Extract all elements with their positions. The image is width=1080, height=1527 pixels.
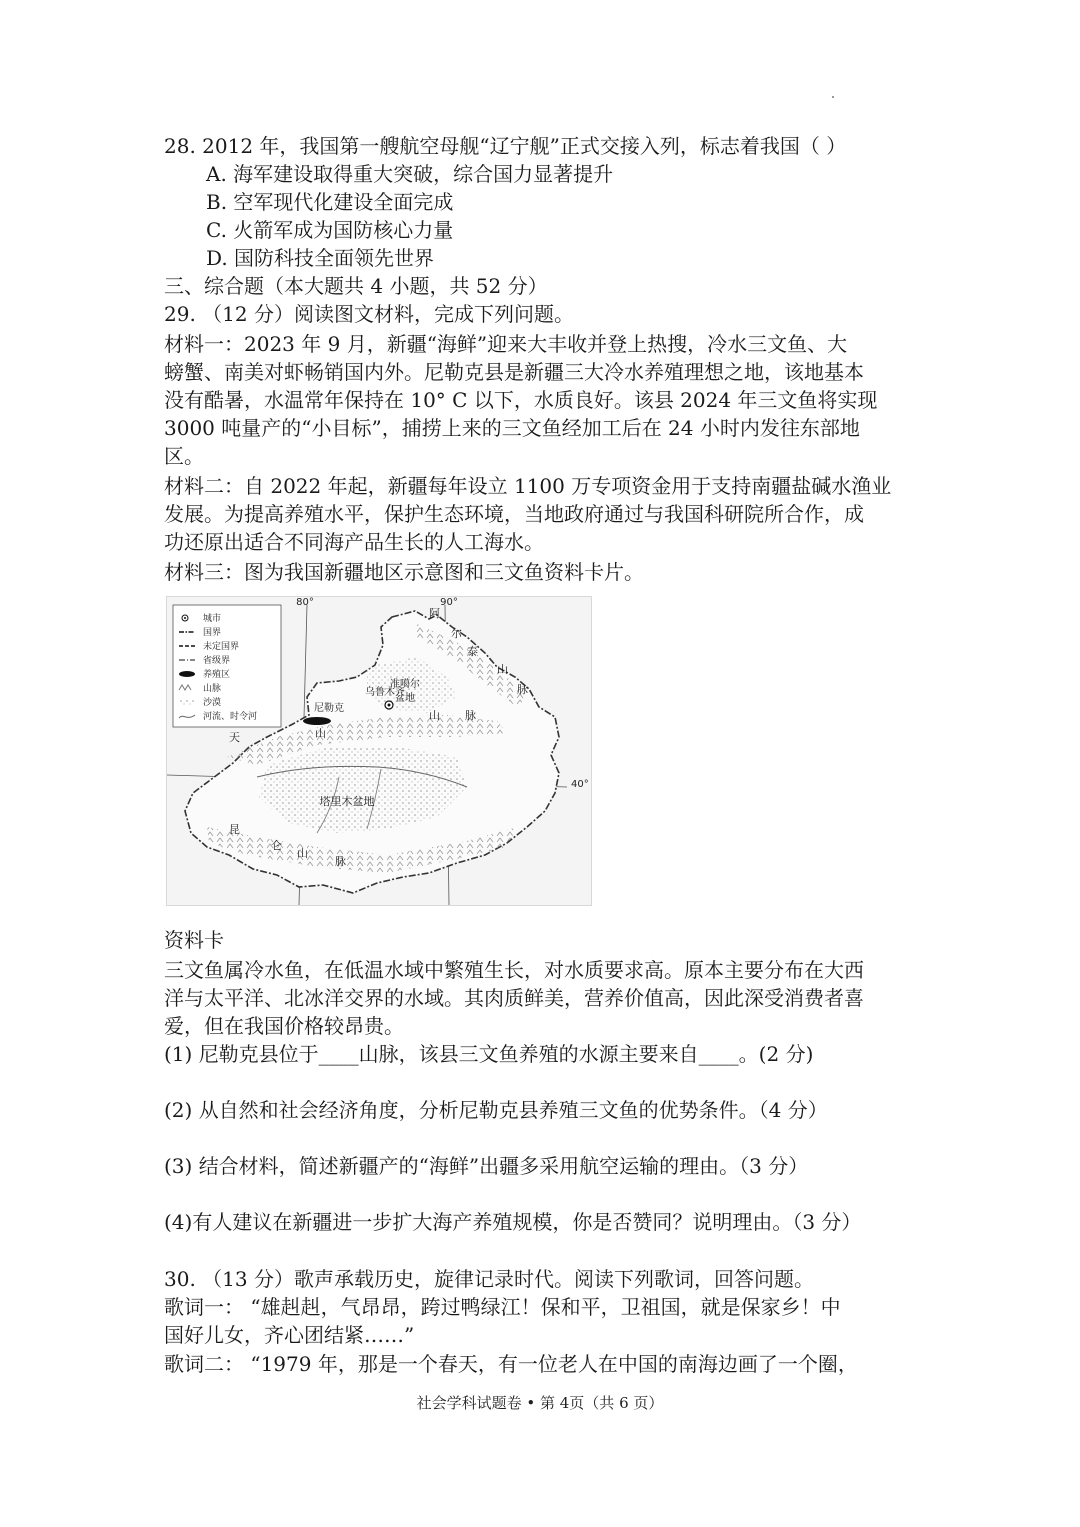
q29-material3: 材料三：图为我国新疆地区示意图和三文鱼资料卡片。: [164, 560, 644, 584]
label-tianshan: 山: [429, 709, 440, 722]
legend-city-icon: [182, 615, 188, 621]
q28-option-a: A. 海军建设取得重大突破，综合国力显著提升: [206, 162, 614, 186]
legend-desert-icon: [179, 699, 195, 705]
legend-label: 山脉: [203, 684, 222, 694]
q29-stem: 29. （12 分）阅读图文材料，完成下列问题。: [164, 302, 574, 326]
q29-sub-3: (3) 结合材料，简述新疆产的“海鲜”出疆多采用航空运输的理由。（3 分）: [164, 1154, 809, 1178]
label-tianshan: 天: [229, 731, 240, 744]
legend-label: 省级界: [203, 656, 231, 666]
q29-material1-line: 区。: [164, 444, 204, 468]
xinjiang-map: [166, 596, 592, 906]
label-tianshan: 脉: [465, 709, 476, 722]
scan-speck: [832, 96, 834, 98]
legend-label: 国界: [203, 628, 222, 638]
q29-sub-2: (2) 从自然和社会经济角度，分析尼勒克县养殖三文鱼的优势条件。（4 分）: [164, 1098, 828, 1122]
q29-material1-line: 3000 吨量产的“小目标”，捕捞上来的三文鱼经加工后在 24 小时内发往东部地: [164, 416, 860, 440]
label-tianshan: 山: [315, 727, 326, 740]
info-card-line: 三文鱼属冷水鱼，在低温水域中繁殖生长，对水质要求高。原本主要分布在大西: [164, 958, 864, 982]
label-altai: 山: [497, 663, 508, 676]
q29-material1-line: 材料一：2023 年 9 月，新疆“海鲜”迎来大丰收并登上热搜，冷水三文鱼、大: [164, 332, 848, 356]
q28-option-d: D. 国防科技全面领先世界: [206, 246, 435, 270]
q29-material2-line: 材料二：自 2022 年起，新疆每年设立 1100 万专项资金用于支持南疆盐碱水渔业: [164, 474, 892, 498]
q28-option-b: B. 空军现代化建设全面完成: [206, 190, 454, 214]
nileke-breeding-area: [303, 717, 331, 725]
lat-40-label: 40°: [571, 779, 589, 790]
legend-label: 沙漠: [203, 698, 222, 708]
legend-label: 养殖区: [203, 670, 231, 680]
lon-90-label: 90°: [440, 597, 458, 608]
q29-material2-line: 功还原出适合不同海产品生长的人工海水。: [164, 530, 544, 554]
q30-lyric1-line: 国好儿女，齐心团结紧……”: [164, 1323, 415, 1347]
legend-breeding-icon: [179, 671, 195, 677]
label-kunlun: 山: [297, 847, 308, 860]
label-nileke: 尼勒克: [314, 703, 344, 714]
info-card-line: 爱，但在我国价格较昂贵。: [164, 1014, 404, 1038]
page-footer: 社会学科试题卷 • 第 4页（共 6 页）: [416, 1394, 664, 1412]
q29-material1-line: 没有酷暑，水温常年保持在 10° C 以下，水质良好。该县 2024 年三文鱼将实现: [164, 388, 878, 412]
label-junggar: 盆地: [395, 693, 415, 704]
q29-material2-line: 发展。为提高养殖水平，保护生态环境，当地政府通过与我国科研院所合作，成: [164, 502, 864, 526]
section-heading: 三、综合题（本大题共 4 小题，共 52 分）: [164, 274, 548, 298]
label-tarim: 塔里木盆地: [319, 795, 375, 808]
label-kunlun: 昆: [229, 823, 240, 836]
q28-option-c: C. 火箭军成为国防核心力量: [206, 218, 454, 242]
info-card-title: 资料卡: [164, 928, 224, 952]
legend-label: 未定国界: [203, 642, 240, 652]
label-altai: 阿: [429, 607, 440, 620]
label-kunlun: 仑: [271, 839, 282, 852]
label-kunlun: 脉: [335, 855, 346, 868]
legend-label: 河流、时令河: [203, 712, 258, 722]
label-altai: 脉: [517, 683, 528, 696]
q29-sub-1: (1) 尼勒克县位于____山脉，该县三文鱼养殖的水源主要来自____。(2 分): [164, 1042, 814, 1066]
lon-80-label: 80°: [296, 597, 314, 608]
q30-lyric1-line: 歌词一： “雄赳赳，气昂昂，跨过鸭绿江！保和平，卫祖国，就是保家乡！中: [164, 1295, 841, 1319]
info-card-line: 洋与太平洋、北冰洋交界的水域。其肉质鲜美，营养价值高，因此深受消费者喜: [164, 986, 864, 1010]
q29-material1-line: 螃蟹、南美对虾畅销国内外。尼勒克县是新疆三大冷水养殖理想之地，该地基本: [164, 360, 864, 384]
q30-stem: 30. （13 分）歌声承载历史，旋律记录时代。阅读下列歌词，回答问题。: [164, 1267, 814, 1291]
q30-lyric2: 歌词二： “1979 年，那是一个春天，有一位老人在中国的南海边画了一个圈，: [164, 1352, 858, 1376]
label-urumqi: 乌鲁木齐: [365, 687, 405, 698]
label-altai: 泰: [467, 645, 478, 658]
legend-label: 城市: [203, 614, 222, 624]
map-legend: [173, 605, 281, 727]
label-junggar: 准噶尔: [390, 679, 420, 690]
q28-stem: 28. 2012 年，我国第一艘航空母舰“辽宁舰”正式交接入列，标志着我国（ ）: [164, 134, 847, 158]
q29-sub-4: (4)有人建议在新疆进一步扩大海产养殖规模，你是否赞同？说明理由。（3 分）: [164, 1210, 862, 1234]
label-altai: 尔: [451, 627, 462, 640]
